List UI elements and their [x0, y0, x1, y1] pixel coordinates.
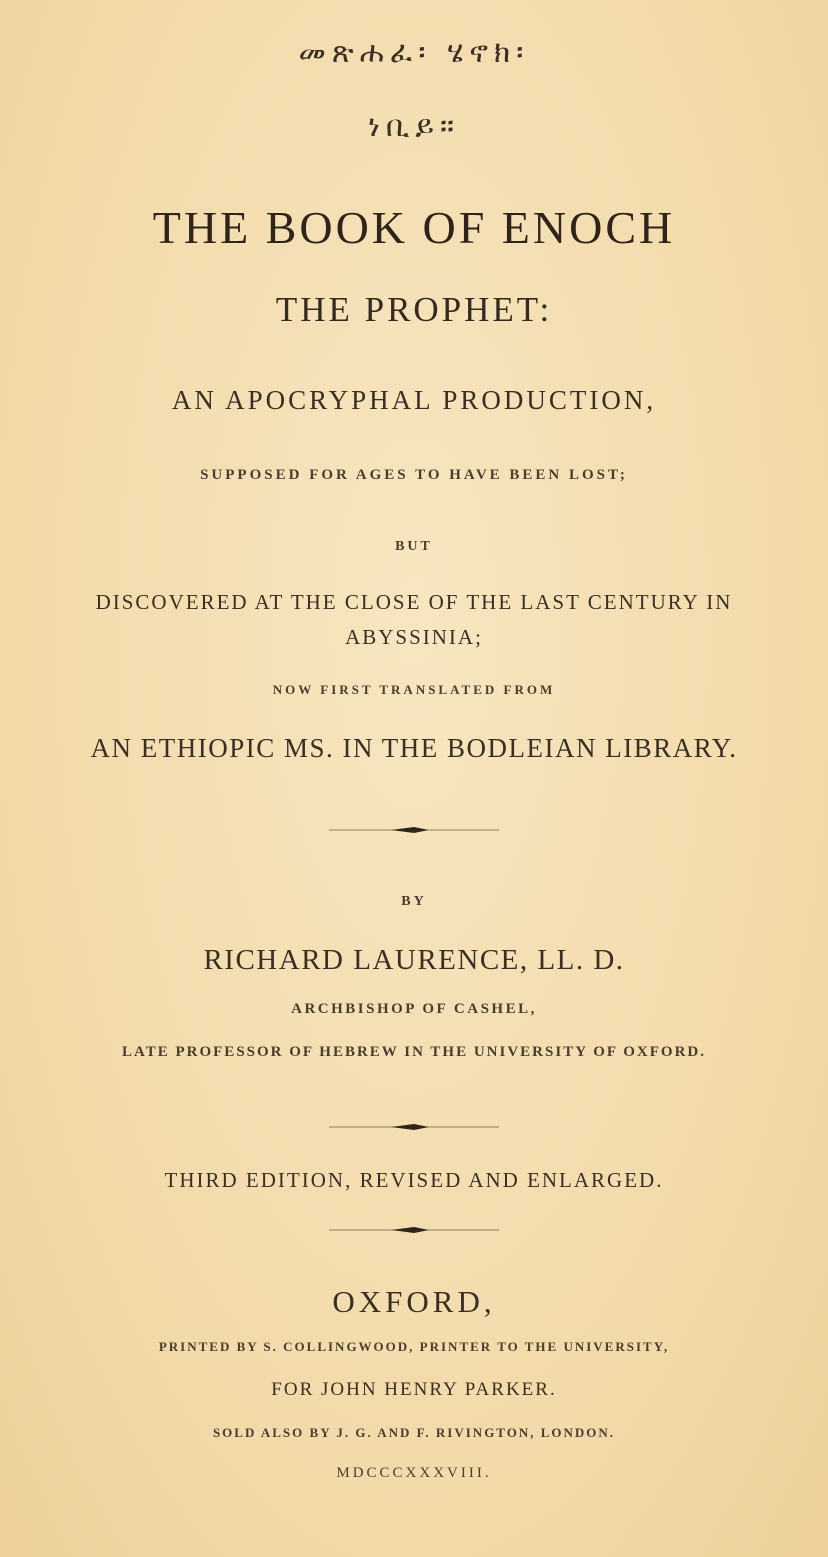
subtitle-but: BUT	[395, 539, 433, 554]
author-position-professor: LATE PROFESSOR OF HEBREW IN THE UNIVERSITY OF OXFORD.	[122, 1044, 706, 1060]
book-title: THE BOOK OF ENOCH	[152, 202, 676, 253]
imprint-publisher: FOR JOHN HENRY PARKER.	[271, 1379, 557, 1400]
author-position-archbishop: ARCHBISHOP OF CASHEL,	[291, 1001, 537, 1017]
ethiopic-title-line-1: መጽሐፈ፡ ሄኖክ፡	[298, 35, 530, 70]
ornamental-rule	[0, 824, 828, 836]
imprint-year: MDCCCXXXVIII.	[336, 1465, 492, 1481]
author-name: RICHARD LAURENCE, LL. D.	[203, 944, 625, 976]
subtitle-now-first: NOW FIRST TRANSLATED FROM	[272, 682, 556, 697]
ornamental-rule	[0, 1121, 828, 1133]
imprint-printer: PRINTED BY S. COLLINGWOOD, PRINTER TO THE UNIVERSITY,	[158, 1339, 670, 1354]
ornamental-rule	[0, 1224, 828, 1236]
ornament-dash-icon	[329, 1121, 499, 1133]
imprint-sold-also: SOLD ALSO BY J. G. AND F. RIVINGTON, LONDON.	[212, 1425, 616, 1440]
subtitle-discovered-line-1: DISCOVERED AT THE CLOSE OF THE LAST CENTURY IN	[95, 590, 733, 614]
imprint-city: OXFORD,	[332, 1284, 496, 1319]
subtitle-production: AN APOCRYPHAL PRODUCTION,	[171, 385, 657, 415]
author-by: BY	[401, 894, 427, 909]
subtitle-manuscript: AN ETHIOPIC MS. IN THE BODLEIAN LIBRARY.	[90, 733, 738, 763]
edition-statement: THIRD EDITION, REVISED AND ENLARGED.	[164, 1168, 664, 1192]
ornament-dash-icon	[329, 824, 499, 836]
book-title-continued: THE PROPHET:	[275, 290, 553, 329]
subtitle-supposed: SUPPOSED FOR AGES TO HAVE BEEN LOST;	[200, 467, 628, 483]
ethiopic-title-line-2: ነቢይ።	[368, 109, 460, 144]
subtitle-discovered-line-2: ABYSSINIA;	[345, 625, 483, 649]
ornament-dash-icon	[329, 1224, 499, 1236]
